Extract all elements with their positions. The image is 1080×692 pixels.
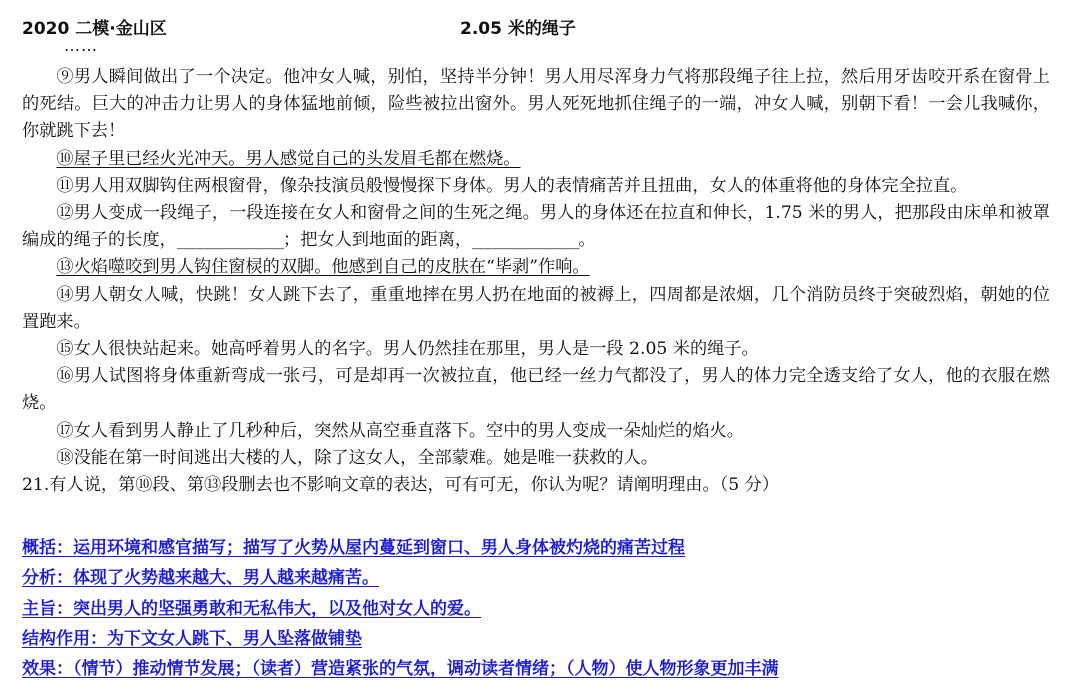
- paragraph-13: ⑬火焰噬咬到男人钩住窗棂的双脚。他感到自己的皮肤在“毕剥”作响。: [56, 257, 590, 278]
- paragraph-10: ⑩屋子里已经火光冲天。男人感觉自己的头发眉毛都在燃烧。: [56, 148, 521, 169]
- paragraph-11: ⑪男人用双脚钩住两根窗骨，像杂技演员般慢慢探下身体。男人的表情痛苦并且扭曲，女人的体重将他的身体完全拉直。: [56, 175, 968, 196]
- paragraph-10-wrap: [22, 146, 1050, 173]
- paragraph-9: ⑨男人瞬间做出了一个决定。他冲女人喊，别怕，坚持半分钟！男人用尽浑身力气将那段绳子往上拉，然后用牙齿咬开系在窗骨上的死结。巨大的冲击力让男人的身体猛地前倾，险些被拉出窗外。男人死死地抓住绳子的一端，冲女人喊，别朝下看！一会儿我喊你，你就跳下去！: [22, 67, 1050, 142]
- answer-analysis: 分析：体现了火势越来越大、男人越来越痛苦。: [22, 568, 379, 589]
- paragraph-17: ⑰女人看到男人静止了几秒种后，突然从高空垂直落下。空中的男人变成一朵灿烂的焰火。: [56, 420, 744, 441]
- page-header: [22, 14, 1062, 40]
- answer-theme: 主旨：突出男人的坚强勇敢和无私伟大，以及他对女人的爱。: [22, 598, 481, 619]
- answer-structure: 结构作用：为下文女人跳下、男人坠落做铺垫: [22, 628, 362, 649]
- fill-blank-1[interactable]: ______________: [176, 230, 284, 251]
- paragraph-14: ⑭男人朝女人喊，快跳！女人跳下去了，重重地摔在男人扔在地面的被褥上，四周都是浓烟，几个消防员终于突破烈焰，朝她的位置跑来。: [22, 284, 1050, 332]
- question-21: 21.有人说，第⑩段、第⑬段删去也不影响文章的表达，可有可无，你认为呢？请阐明理由。（5 分）: [22, 475, 780, 496]
- exam-source: 2020 二模·金山区: [22, 19, 167, 39]
- paragraph-18: ⑱没能在第一时间逃出大楼的人，除了这女人，全部蒙难。她是唯一获救的人。: [56, 447, 658, 468]
- fill-blank-2[interactable]: ______________: [472, 230, 579, 251]
- paragraph-12: [22, 200, 1050, 254]
- passage-title: 2.05 米的绳子: [460, 19, 576, 39]
- paragraph-12-text-before: ⑫男人变成一段绳子，一段连接在女人和窗骨之间的生死之绳。男人的身体还在拉直和伸长，1.75 米的男人，把那段由床单和被罩编成的绳子的长度，: [22, 203, 1050, 251]
- paragraph-15: ⑮女人很快站起来。她高呼着男人的名字。男人仍然挂在那里，男人是一段 2.05 米的绳子。: [56, 339, 759, 360]
- paragraph-16: ⑯男人试图将身体重新弯成一张弓，可是却再一次被拉直，他已经一丝力气都没了，男人的体力完全透支给了女人，他的衣服在燃烧。: [22, 366, 1050, 414]
- answer-summary: 概括：运用环境和感官描写；描写了火势从屋内蔓延到窗口、男人身体被灼烧的痛苦过程: [22, 538, 685, 558]
- omission-mark: ……: [64, 36, 98, 55]
- answer-effect: 效果：（情节）推动情节发展；（读者）营造紧张的气氛，调动读者情绪；（人物）使人物形象更加丰满: [22, 659, 779, 680]
- paragraph-13-wrap: [22, 254, 1050, 281]
- paragraph-12-text-middle: ；把女人到地面的距离，: [283, 230, 473, 251]
- answer-block: [22, 533, 1062, 684]
- paragraph-12-text-after: 。: [578, 230, 596, 251]
- passage-body: [22, 64, 1050, 499]
